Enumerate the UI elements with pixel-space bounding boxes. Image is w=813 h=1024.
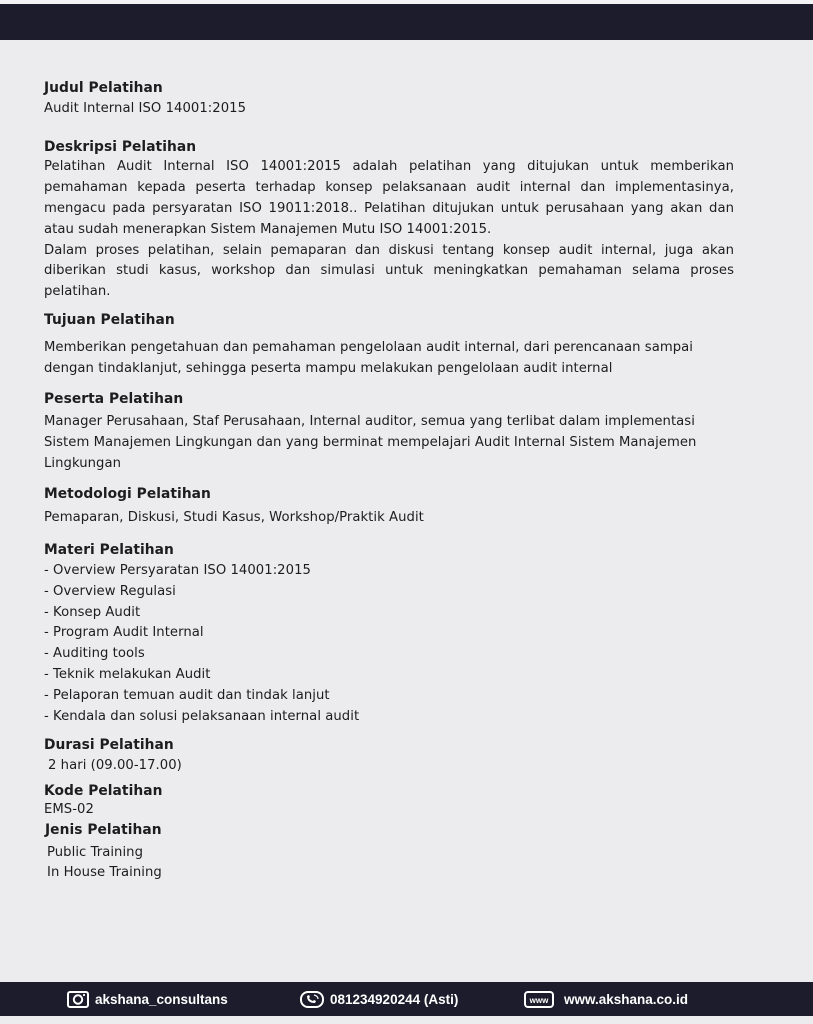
- footer-website[interactable]: [524, 982, 688, 1016]
- instagram-icon: [67, 991, 89, 1008]
- tujuan-text: Memberikan pengetahuan dan pemahaman pengelolaan audit internal, dari perencanaan sampai dengan tindaklanjut, sehingga peserta mampu melakukan pengelolaan audit internal: [44, 339, 693, 376]
- kode-text: EMS-02: [44, 801, 94, 817]
- svg-text:www: www: [529, 995, 549, 1005]
- list-item: - Overview Persyaratan ISO 14001:2015: [44, 562, 311, 578]
- list-item: - Konsep Audit: [44, 604, 141, 620]
- list-item: - Program Audit Internal: [44, 625, 204, 641]
- phone-icon: [300, 991, 324, 1008]
- footer-instagram[interactable]: [67, 982, 228, 1016]
- judul-text: Audit Internal ISO 14001:2015: [44, 100, 247, 116]
- bottom-edge: [0, 1016, 813, 1024]
- jenis-item-inhouse: In House Training: [47, 865, 162, 881]
- materi-list: [44, 561, 734, 727]
- deskripsi-paragraph-2: Dalam proses pelatihan, selain pemaparan dan diskusi tentang konsep audit internal, juga akan diberikan studi kasus, workshop dan simulasi untuk meningkatkan pemahaman selama proses pelatihan.: [44, 242, 734, 300]
- deskripsi-paragraph-1: Pelatihan Audit Internal ISO 14001:2015 adalah pelatihan yang ditujukan untuk memberikan pemahaman kepada peserta terhadap konsep pelaksanaan audit internal dan implementasinya, mengacu pada persyaratan ISO 19011:2018.. Pelatihan ditujukan untuk perusahaan yang akan dan atau sudah menerapkan Sistem Manajemen Mutu ISO 14001:2015.: [44, 159, 734, 237]
- peserta-text: Manager Perusahaan, Staf Perusahaan, Internal auditor, semua yang terlibat dalam implementasi Sistem Manajemen Lingkungan dan yang berminat mempelajari Audit Internal Sistem Manajemen Lingkungan: [44, 414, 697, 471]
- phone-number: 081234920244 (Asti): [330, 991, 459, 1007]
- footer-phone[interactable]: [300, 982, 458, 1016]
- judul-heading: Judul Pelatihan: [44, 80, 163, 96]
- training-details: [44, 78, 734, 884]
- jenis-heading: Jenis Pelatihan: [45, 821, 162, 838]
- metodologi-text: Pemaparan, Diskusi, Studi Kasus, Workshop/Praktik Audit: [44, 510, 424, 526]
- instagram-handle: akshana_consultans: [95, 991, 228, 1007]
- kode-heading: Kode Pelatihan: [44, 782, 163, 799]
- list-item: - Teknik melakukan Audit: [44, 666, 211, 682]
- list-item: - Kendala dan solusi pelaksanaan internal audit: [44, 708, 360, 724]
- website-url: www.akshana.co.id: [564, 991, 689, 1007]
- header-bar: [0, 0, 813, 40]
- metodologi-heading: Metodologi Pelatihan: [44, 485, 211, 502]
- deskripsi-heading: Deskripsi Pelatihan: [44, 138, 197, 155]
- footer-bar: [0, 982, 813, 1016]
- tujuan-heading: Tujuan Pelatihan: [44, 311, 175, 328]
- peserta-heading: Peserta Pelatihan: [44, 391, 184, 408]
- durasi-text: 2 hari (09.00-17.00): [48, 758, 182, 774]
- list-item: - Overview Regulasi: [44, 583, 176, 599]
- list-item: - Auditing tools: [44, 646, 145, 662]
- list-item: - Pelaporan temuan audit dan tindak lanjut: [44, 687, 330, 703]
- top-edge: [0, 0, 813, 4]
- materi-heading: Materi Pelatihan: [44, 542, 174, 559]
- jenis-item-public: Public Training: [47, 844, 144, 860]
- durasi-heading: Durasi Pelatihan: [44, 737, 174, 754]
- globe-icon: [524, 991, 554, 1008]
